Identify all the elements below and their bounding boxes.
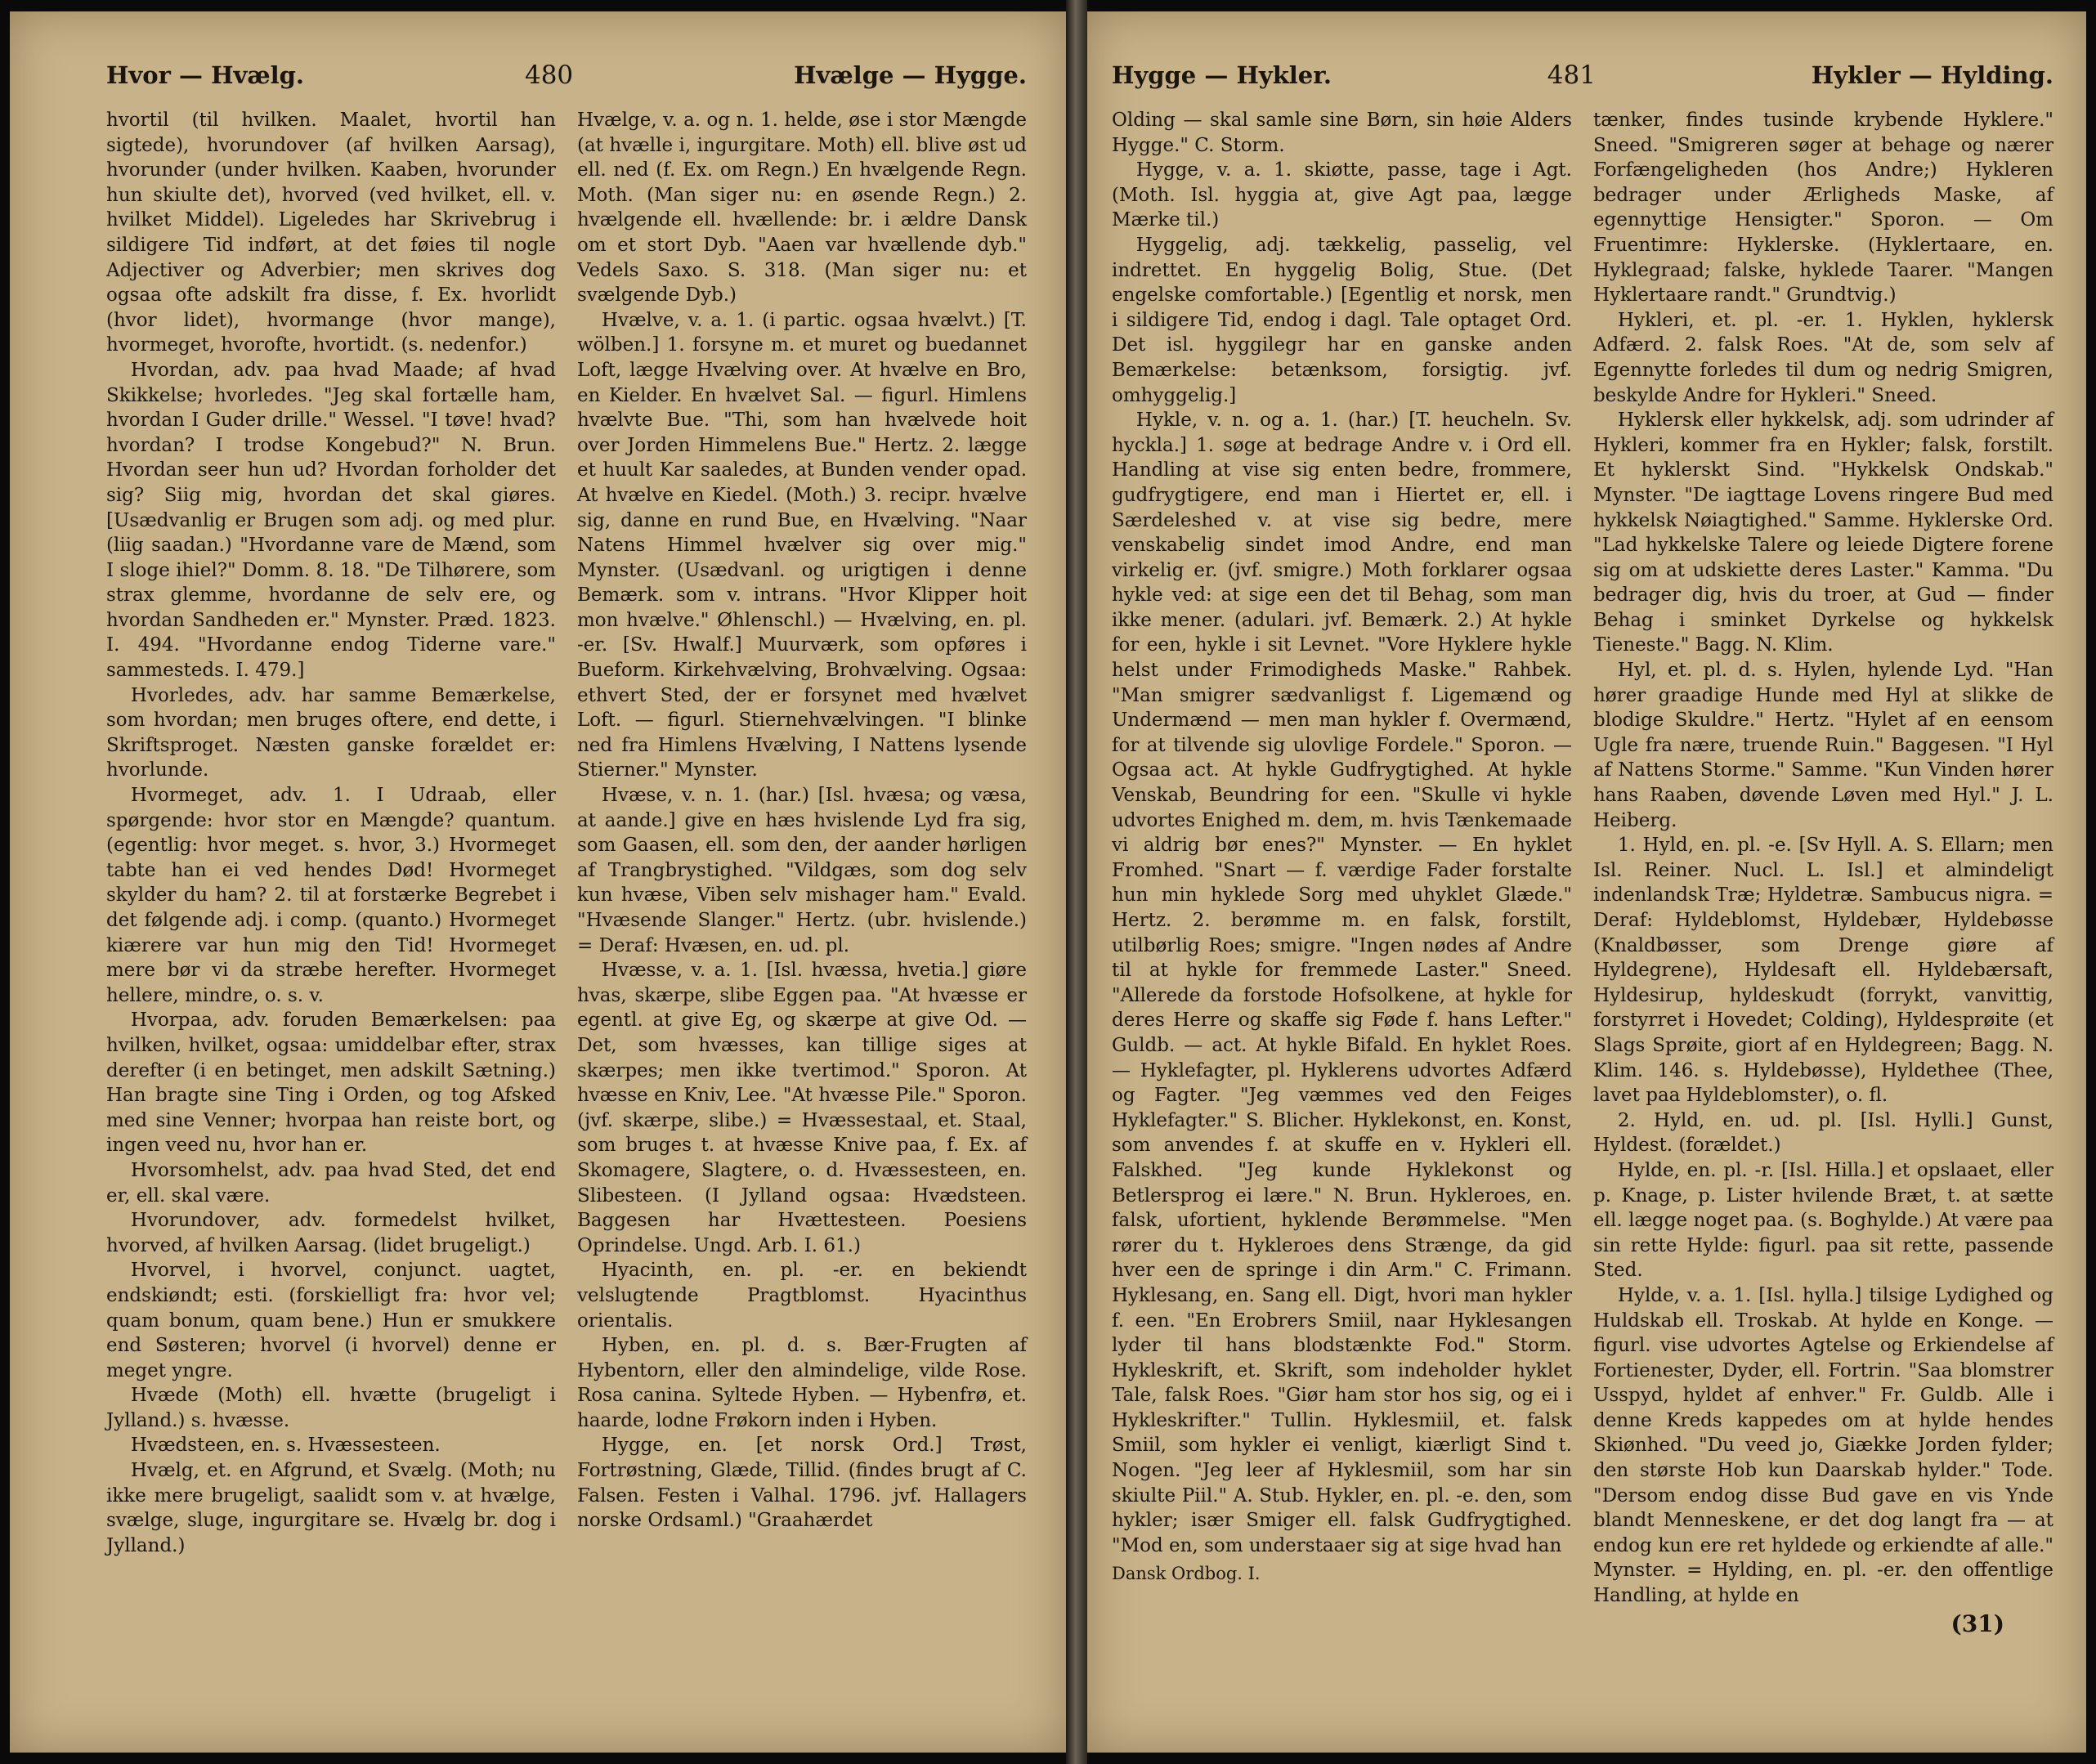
entry: Hvæse, v. n. 1. (har.) [Isl. hvæsa; og væsa, at aande.] give en hæs hvislende Lyd fra sig, som Gaasen, ell. som den, der aander hørligen af Trangbrystighed. "Vildgæs, som dog selv kun hvæse, Viben selv mishager ham." Evald. "Hvæsende Slanger." Hertz. (ubr. hvislende.) = Deraf: Hvæsen, en. ud. pl. — [577, 785, 1027, 956]
text-columns — [106, 108, 1027, 1558]
footer-sheet-number: (31) — [1950, 1610, 2004, 1637]
entry: Hvorsomhelst, adv. paa hvad Sted, det end er, ell. skal være. — [106, 1159, 556, 1207]
page-header — [106, 60, 1027, 90]
entry: Hvæde (Moth) ell. hvætte (brugeligt i Jylland.) s. hvæsse. — [106, 1385, 556, 1431]
right-page — [1087, 11, 2086, 1753]
column-1 — [1112, 108, 1572, 1636]
header-right-guideword: Hykler — Hylding. — [1811, 61, 2053, 89]
entry: Hylde, v. a. 1. [Isl. hylla.] tilsige Lydighed og Huldskab ell. Troskab. At hylde en Konge. — figurl. vise udvortes Agtelse og Erkiendelse af Fortienester, Dyder, ell. Fortrin. "Saa blomstrer Usspyd, hyldet af enhver." Fr. Guldb. Alle i denne Kreds kappedes om at hylde hendes Skiønhed. "Du veed jo, Giække Jorden fylder; den største Hob kun Daarskab hylder." Tode. "Dersom endog disse Bud gave en vis Ynde blandt Menneskene, er det dog langt fra — at endog kun ere ret hyldede og erkiendte af alle." Mynster. = Hylding, en. pl. -er. den offentlige Handling, at hylde en — [1593, 1284, 2053, 1607]
entry: Hyggelig, adj. tækkelig, passelig, vel indrettet. En hyggelig Bolig, Stue. (Det engelske comfortable.) [Egentlig et norsk, men i sildigere Tid, endog i dagl. Tale optaget Ord. Det isl. hyggilegr har en ganske anden Bemærkelse: betænksom, forsigtig. jvf. omhyggelig.] — [1112, 234, 1572, 406]
entry: Hygge, en. [et norsk Ord.] Trøst, Fortrøstning, Glæde, Tillid. (findes brugt af C. Falsen. Festen i Valhal. 1796. jvf. Hallagers norske Ordsaml.) "Graahærdet — [577, 1435, 1027, 1532]
entry: Hykle, v. n. og a. 1. (har.) [T. heucheln. Sv. hyckla.] 1. søge at bedrage Andre v. i Ord ell. Handling at vise sig enten bedre, frommere, gudfrygtigere, end man i Hiertet er, ell. i Særdeleshed v. at vise sig bedre, mere venskabelig sindet imod Andre, end man virkelig er. (jvf. smigre.) Moth forklarer ogsaa hykle ved: at sige een det til Behag, som man ikke mener. (adulari. jvf. Bemærk. 2.) At hykle for een, hykle i sit Levnet. "Vore Hyklere hykle helst under Frimodigheds Maske." Rahbek. "Man smigrer sædvanligst f. Ligemænd og Undermænd — men man hykler f. Overmænd, for at tilvende sig ulovlige Fordele." Sporon. — Ogsaa act. At hykle Gudfrygtighed. At hykle Venskab, Beundring for een. "Skulle vi hykle udvortes Enighed m. dem, m. hvis Tænkemaade vi aldrig bør enes?" Mynster. — En hyklet Fromhed. "Snart — f. værdige Fader forstalte hun min hyklede Sorg med uhyklet Glæde." Hertz. 2. berømme m. en falsk, forstilt, utilbørlig Roes; smigre. "Ingen nødes af Andre til at hykle for fremmede Laster." Sneed. "Allerede da forstode Hofsolkene, at hykle for deres Herre og skaffe sig Føde f. hans Lefter." Guldb. — act. At hykle Bifald. En hyklet Roes. — Hyklefagter, pl. Hyklerens udvortes Adfærd og Fagter. "Jeg væmmes ved den Feiges Hyklefagter." S. Blicher. Hyklekonst, en. Konst, som anvendes f. at skuffe en v. Hykleri ell. Falskhed. "Jeg kunde Hyklekonst og Betlersprog ei lære." N. Brun. Hykleroes, en. falsk, ufortient, hyklende Berømmelse. "Men rører du t. Hykleroes dens Strænge, da gid hver een de springe i din Arm." C. Frimann. Hyklesang, en. Sang ell. Digt, hvori man hykler f. een. "En Erobrers Smiil, naar Hyklesangen lyder til hans blodstænkte Fod." Storm. Hykleskrift, et. Skrift, som indeholder hyklet Tale, falsk Roes. "Giør ham stor hos sig, og ei i Hykleskrifter." Tullin. Hyklesmiil, et. falsk Smiil, som hykler ei venligt, kiærligt Sind t. Nogen. "Jeg leer af Hyklesmiil, som har sin skiulte Piil." A. Stub. Hykler, en. pl. -e. den, som hykler; især Smiger ell. falsk Gudfrygtighed. "Mod en, som understaaer sig at sige hvad han — [1112, 410, 1572, 1556]
entry: Hyl, et. pl. d. s. Hylen, hylende Lyd. "Han hører graadige Hunde med Hyl at slikke de blodige Skuldre." Hertz. "Hylet af en eensom Ugle fra nære, truende Ruin." Baggesen. "I Hyl af Nattens Storme." Samme. "Kun Vinden hører hans Raaben, døvende Løven med Hyl." J. L. Heiberg. — [1593, 660, 2053, 831]
entry: 1. Hyld, en. pl. -e. [Sv Hyll. A. S. Ellarn; men Isl. Reiner. Nucl. L. Isl.] et almindeligt indenlandsk Træ; Hyldetræ. Sambucus nigra. = Deraf: Hyldeblomst, Hyldebær, Hyldebøsse (Knaldbøsser, som Drenge giøre af Hyldegrene), Hyldesaft ell. Hyldebærsaft, Hyldesirup, hyldeskudt (forrykt, vanvittig, forstyrret i Hovedet; Colding), Hyldesprøite (et Slags Sprøite, giort af en Hyldegreen; Bagg. N. Klim. 146. s. Hyldebøsse), Hyldethee (Thee, lavet paa Hyldeblomster), o. fl. — [1593, 835, 2053, 1107]
page-number: 481 — [1547, 60, 1596, 90]
entry: Hvorpaa, adv. foruden Bemærkelsen: paa hvilken, hvilket, ogsaa: umiddelbar efter, strax derefter (i en betinget, men adskilt Sætning.) Han bragte sine Ting i Orden, og tog Afsked med sine Venner; hvorpaa han reiste bort, og ingen veed nu, hvor han er. — [106, 1010, 556, 1157]
entry: Olding — skal samle sine Børn, sin høie Alders Hygge." C. Storm. — [1112, 110, 1572, 156]
column-1 — [106, 108, 556, 1558]
column-2 — [577, 108, 1027, 1558]
entry: Hvorundover, adv. formedelst hvilket, hvorved, af hvilken Aarsag. (lidet brugeligt.) — [106, 1210, 556, 1256]
entry: Hvorledes, adv. har samme Bemærkelse, som hvordan; men bruges oftere, end dette, i Skriftsproget. Næsten ganske forældet er: hvorlunde. — [106, 684, 556, 781]
page-number: 480 — [524, 60, 574, 90]
entry: Hvordan, adv. paa hvad Maade; af hvad Skikkelse; hvorledes. "Jeg skal fortælle ham, hvordan I Guder drille." Wessel. "I tøve! hvad? hvordan? I trodse Kongebud?" N. Brun. Hvordan seer hun ud? Hvordan forholder det sig? Siig mig, hvordan det skal giøres. [Usædvanlig er Brugen som adj. og med plur. (liig saadan.) "Hvordanne vare de Mænd, som I sloge ihiel?" Domm. 8. 18. "De Tilhørere, som strax glemme, hvordanne de selv ere, og hvordan Sandheden er." Mynster. Præd. 1823. I. 494. "Hvordanne endog Tiderne vare." sammesteds. I. 479.] — [106, 359, 556, 682]
footer-signature: Dansk Ordbog. I. — [1112, 1564, 1261, 1584]
entry: Hvormeget, adv. 1. I Udraab, eller spørgende: hvor stor en Mængde? quantum. (egentlig: hvor meget. s. hvor, 3.) Hvormeget tabte han ei ved hendes Død! Hvormeget skylder du ham? 2. til at forstærke Begrebet i det følgende adj. i comp. (quanto.) Hvormeget kiærere var hun mig den Tid! Hvormeget mere bør vi da stræbe herefter. Hvormeget hellere, mindre, o. s. v. — [106, 785, 556, 1006]
page-footer — [1112, 1561, 1572, 1587]
entry: Hvorvel, i hvorvel, conjunct. uagtet, endskiøndt; esti. (forskielligt fra: hvor vel; quam bonum, quam bene.) Hun er smukkere end Søsteren; hvorvel (i hvorvel) denne er meget yngre. — [106, 1260, 556, 1381]
column-2 — [1593, 108, 2053, 1636]
header-left-guideword: Hvor — Hvælg. — [106, 61, 304, 89]
book-spine — [1066, 0, 1087, 1764]
entry: Hvælg, et. en Afgrund, et Svælg. (Moth; nu ikke mere brugeligt, saalidt som v. at hvælge, svælge, sluge, ingurgitare se. Hvælg br. dog i Jylland.) — [106, 1460, 556, 1556]
entry: 2. Hyld, en. ud. pl. [Isl. Hylli.] Gunst, Hyldest. (forældet.) — [1593, 1109, 2053, 1157]
entry: Hvæsse, v. a. 1. [Isl. hvæssa, hvetia.] giøre hvas, skærpe, slibe Eggen paa. "At hvæsse er egentl. at give Eg, og skærpe at give Od. — Det, som hvæsses, kan tillige siges at skærpes; men ikke tvertimod." Sporon. At hvæsse en Kniv, Lee. "At hvæsse Pile." Sporon. (jvf. skærpe, slibe.) = Hvæssestaal, et. Staal, som bruges t. at hvæsse Knive paa, f. Ex. af Skomagere, Slagtere, o. d. Hvæssesteen, en. Slibesteen. (I Jylland ogsaa: Hvædsteen. Baggesen har Hvættesteen. Poesiens Oprindelse. Ungd. Arb. I. 61.) — [577, 960, 1027, 1256]
entry: Hyben, en. pl. d. s. Bær-Frugten af Hybentorn, eller den almindelige, vilde Rose. Rosa canina. Syltede Hyben. — Hybenfrø, et. haarde, lodne Frøkorn inden i Hyben. — [577, 1335, 1027, 1431]
left-page — [10, 11, 1066, 1753]
page-header — [1112, 60, 2053, 90]
entry: Hylde, en. pl. -r. [Isl. Hilla.] et opslaaet, eller p. Knage, p. Lister hvilende Bræt, t. at sætte ell. lægge noget paa. (s. Boghylde.) At være paa sin rette Hylde: figurl. paa sit rette, passende Sted. — [1593, 1159, 2053, 1282]
entry: Hvælge, v. a. og n. 1. helde, øse i stor Mængde (at hvælle i, ingurgitare. Moth) ell. blive øst ud ell. ned (f. Ex. om Regn.) En hvælgende Regn. Moth. (Man siger nu: en øsende Regn.) 2. hvælgende ell. hvællende: br. i ældre Dansk om et stort Dyb. "Aaen var hvællende dyb." Vedels Saxo. S. 318. (Man siger nu: et svælgende Dyb.) — [577, 110, 1027, 307]
header-right-guideword: Hvælge — Hygge. — [794, 61, 1027, 89]
entry: Hygge, v. a. 1. skiøtte, passe, tage i Agt. (Moth. Isl. hyggia at, give Agt paa, lægge Mærke til.) — [1112, 159, 1572, 231]
entry: Hyklersk eller hykkelsk, adj. som udrinder af Hykleri, kommer fra en Hykler; falsk, forstilt. Et hyklerskt Sind. "Hykkelsk Ondskab." Mynster. "De iagttage Lovens ringere Bud med hykkelsk Nøiagtighed." Samme. Hyklerske Ord. "Lad hykkelske Talere og leiede Digtere forene sig om at udskiette deres Laster." Kamma. "Du bedrager dig, hvis du troer, at Gud — finder Behag i sminket Dyrkelse og hykkelsk Tieneste." Bagg. N. Klim. — [1593, 410, 2053, 656]
entry: Hvælve, v. a. 1. (i partic. ogsaa hvælvt.) [T. wölben.] 1. forsyne m. et muret og buedannet Loft, lægge Hvælving over. At hvælve en Bro, en Kielder. En hvælvet Sal. — figurl. Himlens hvælvte Bue. "Thi, som han hvælvede hoit over Jorden Himmelens Bue." Hertz. 2. lægge et huult Kar saaledes, at Bunden vender opad. At hvælve en Kiedel. (Moth.) 3. recipr. hvælve sig, danne en rund Bue, en Hvælving. "Naar Natens Himmel hvælver sig over mig." Mynster. (Usædvanl. og urigtigen i denne Bemærk. som v. intrans. "Hvor Klipper hoit mon hvælve." Øhlenschl.) — Hvælving, en. pl. -er. [Sv. Hwalf.] Muurværk, som opføres i Bueform. Kirkehvælving, Brohvælving. Ogsaa: ethvert Sted, der er forsynet med hvælvet Loft. — figurl. Stiernehvælvingen. "I blinke ned fra Himlens Hvælving, I Nattens lysende Stierner." Mynster. — [577, 309, 1027, 781]
entry: tænker, findes tusinde krybende Hyklere." Sneed. "Smigreren søger at behage og nærer Forfængeligheden (hos Andre;) Hykleren bedrager under Ærligheds Maske, af egennyttige Hensigter." Sporon. — Om Fruentimre: Hyklerske. (Hyklertaare, en. Hyklegraad; falske, hyklede Taarer. "Mangen Hyklertaare randt." Grundtvig.) — [1593, 110, 2053, 307]
entry: Hyacinth, en. pl. -er. en bekiendt velslugtende Pragtblomst. Hyacinthus orientalis. — [577, 1260, 1027, 1332]
header-left-guideword: Hygge — Hykler. — [1112, 61, 1332, 89]
entry: Hykleri, et. pl. -er. 1. Hyklen, hyklersk Adfærd. 2. falsk Roes. "At de, som selv af Egennytte forledes til dum og nedrig Smigren, beskylde Andre for Hykleri." Sneed. — [1593, 309, 2053, 406]
page-footer — [1593, 1612, 2053, 1637]
entry: hvortil (til hvilken. Maalet, hvortil han sigtede), hvorundover (af hvilken Aarsag), hvorunder (under hvilken. Kaaben, hvorunder hun skiulte det), hvorved (ved hvilket, ell. v. hvilket Middel). Ligeledes har Skrivebrug i sildigere Tid indført, at det føies til nogle Adjectiver og Adverbier; men skrives dog ogsaa ofte adskilt fra disse, f. Ex. hvorlidt (hvor lidet), hvormange (hvor mange), hvormeget, hvorofte, hvortidt. (s. nedenfor.) — [106, 110, 556, 356]
entry: Hvædsteen, en. s. Hvæssesteen. — [130, 1435, 441, 1457]
text-columns — [1112, 108, 2053, 1636]
